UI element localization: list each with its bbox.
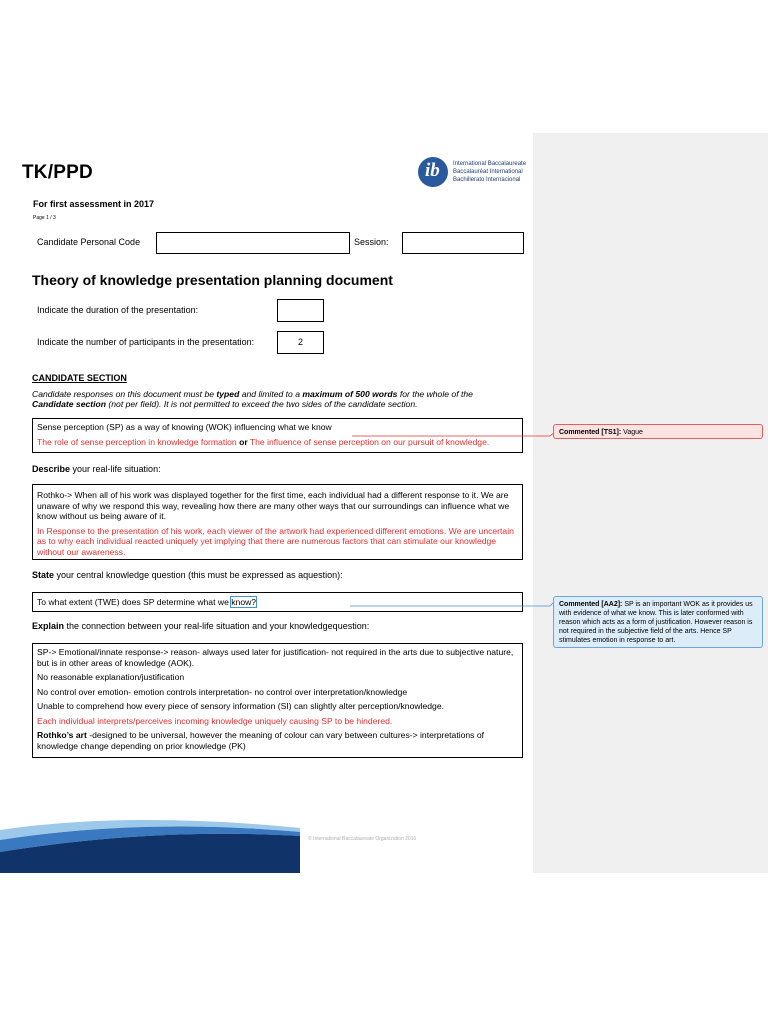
explain-paragraph — [37, 730, 518, 751]
participants-field[interactable] — [277, 331, 324, 354]
describe-text: Rothko-> When all of his work was displayed together for the first time, each individual had a different response to it. We are unaware of why we respond this way, revealing how there are many other ways that our surroundings can influence what we know without us being aware of it. — [37, 490, 510, 521]
ib-logo-text — [453, 160, 526, 184]
wok-red-text: The role of sense perception in knowledge formation — [37, 436, 240, 447]
comment-ts1[interactable] — [553, 424, 763, 439]
candidate-section-heading: CANDIDATE SECTION — [32, 373, 127, 383]
footer-wave-graphic — [0, 810, 300, 873]
logo-line: Bachillerato Internacional — [453, 177, 521, 183]
prompt-bold: Explain — [32, 621, 65, 631]
note-emphasis: Candidate section — [32, 399, 107, 409]
logo-line: International Baccalaureate — [453, 161, 527, 167]
wok-or: or — [239, 436, 248, 447]
comment-text: SP is an important WOK as it provides us with evidence of what we know. This is later conformed with reason which acts as a form of justification. However reason is not required in the subjective field of the arts. Hence SP stimulates emotion in response to art. — [559, 601, 753, 644]
note-text: for the whole of the — [397, 389, 473, 399]
ib-logo-glyph: ib — [425, 160, 440, 181]
note-text: (not per field). It is not permitted to exceed the two sides of the candidate section. — [106, 399, 418, 409]
note-text: and limited to a — [239, 389, 303, 399]
explain-text: -designed to be universal, however the meaning of colour can vary between cultures-> interpretations of knowledge change depending on prior knowledge (PK) — [37, 730, 485, 751]
explain-paragraph: Unable to comprehend how every piece of sensory information (SI) can slightly alter perception/knowledge. — [37, 701, 444, 711]
ib-logo-icon — [418, 157, 448, 187]
participants-value: 2 — [297, 337, 303, 347]
session-field[interactable] — [402, 232, 524, 254]
doc-code-title: TK/PPD — [22, 162, 93, 183]
wok-line: Sense perception (SP) as a way of knowing (WOK) influencing what we know — [37, 422, 332, 432]
describe-prompt — [32, 464, 161, 474]
explain-text-box[interactable] — [32, 643, 523, 758]
candidate-code-label: Candidate Personal Code — [37, 237, 141, 247]
kq-text: To what extent (TWE) does SP determine what we — [37, 597, 232, 607]
comments-margin — [533, 133, 768, 873]
prompt-bold: State — [32, 570, 55, 580]
kq-highlighted-word: know? — [231, 597, 257, 607]
logo-line: Baccalauréat International — [453, 169, 523, 175]
session-label: Session: — [354, 237, 389, 247]
note-emphasis: typed — [216, 389, 240, 399]
describe-red-text: In Response to the presentation of his work, each viewer of the artwork had experienced different emotions. We are uncertain as to why each individual reacted uniquely yet implying that there are numerous factors that can stimulate our knowledge without our awareness. — [37, 525, 514, 557]
candidate-code-field[interactable] — [156, 232, 350, 254]
comment-aa2[interactable] — [553, 596, 763, 648]
candidate-section-instructions — [32, 389, 512, 409]
wok-red-text: The influence of sense perception on our pursuit of knowledge. — [247, 436, 490, 447]
duration-label: Indicate the duration of the presentation: — [37, 305, 199, 315]
comment-tag: Commented [TS1]: — [559, 429, 622, 436]
explain-red-paragraph: Each individual interprets/perceives incoming knowledge uniquely causing SP to be hindered. — [37, 715, 393, 726]
participants-label: Indicate the number of participants in the presentation: — [37, 337, 255, 347]
note-emphasis: maximum of 500 words — [302, 389, 398, 399]
prompt-text: your real-life situation: — [70, 464, 161, 474]
page-number: Page 1 / 3 — [33, 215, 56, 221]
comment-connectors — [350, 425, 560, 615]
comment-connector-2 — [350, 601, 555, 606]
prompt-bold: Describe — [32, 464, 71, 474]
comment-text: Vague — [621, 429, 643, 436]
explain-bold: Rothko’s art — [37, 730, 87, 740]
explain-prompt — [32, 621, 369, 631]
ib-logo — [418, 157, 533, 191]
page-title: Theory of knowledge presentation planning document — [32, 272, 393, 288]
comment-tag: Commented [AA2]: — [559, 601, 623, 608]
explain-paragraph: No control over emotion- emotion controls interpretation- no control over interpretation/knowledge — [37, 686, 408, 697]
prompt-text: your central knowledge question (this must be expressed as aquestion): — [54, 570, 343, 580]
prompt-text: the connection between your real-life situation and your knowledgequestion: — [64, 621, 370, 631]
note-text: Candidate responses on this document must be — [32, 389, 217, 399]
duration-field[interactable] — [277, 299, 324, 322]
copyright-text: © International Baccalaureate Organization 2016 — [308, 836, 417, 842]
state-prompt — [32, 570, 343, 580]
explain-paragraph: SP-> Emotional/innate response-> reason- always used later for justification- not required in the arts due to subjective nature, but is in other areas of knowledge (AOK). — [37, 647, 514, 668]
explain-paragraph: No reasonable explanation/justification — [37, 672, 185, 682]
comment-connector-1 — [352, 432, 555, 436]
first-assessment-note: For first assessment in 2017 — [33, 199, 155, 209]
